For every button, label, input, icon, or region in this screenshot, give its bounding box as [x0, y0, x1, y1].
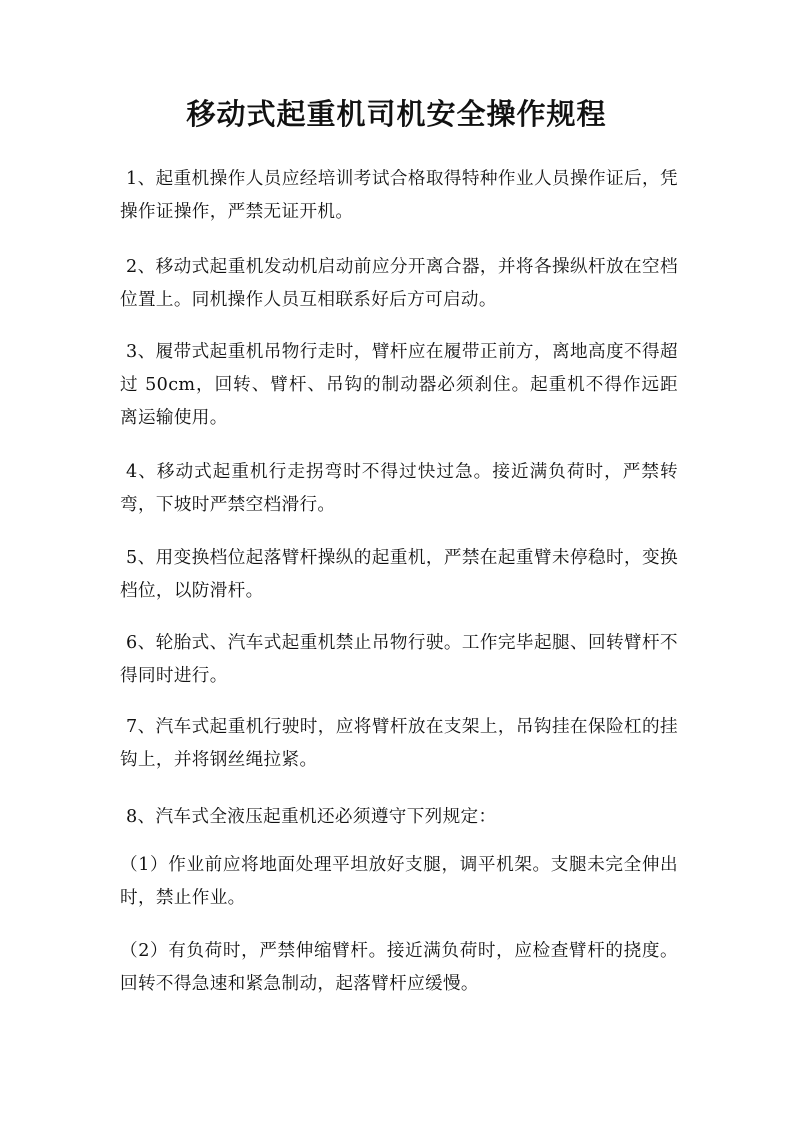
paragraph-1: 1、起重机操作人员应经培训考试合格取得特种作业人员操作证后，凭操作证操作，严禁无证开机。 [120, 169, 678, 222]
document-title: 移动式起重机司机安全操作规程 [186, 97, 607, 131]
paragraph-6: 6、轮胎式、汽车式起重机禁止吊物行驶。工作完毕起腿、回转臂杆不得同时进行。 [120, 633, 678, 686]
paragraph-8-item-2: （2）有负荷时，严禁伸缩臂杆。接近满负荷时，应检查臂杆的挠度。回转不得急速和紧急制动，起落臂杆应缓慢。 [120, 941, 678, 994]
paragraph-8: 8、汽车式全液压起重机还必须遵守下列规定： [126, 807, 497, 827]
paragraph-7: 7、汽车式起重机行驶时，应将臂杆放在支架上，吊钩挂在保险杠的挂钩上，并将钢丝绳拉紧。 [120, 717, 678, 770]
paragraph-3: 3、履带式起重机吊物行走时，臂杆应在履带正前方，离地高度不得超过 50cm，回转、臂杆、吊钩的制动器必须刹住。起重机不得作远距离运输使用。 [120, 342, 678, 428]
paragraph-4: 4、移动式起重机行走拐弯时不得过快过急。接近满负荷时，严禁转弯，下坡时严禁空档滑行。 [120, 462, 678, 515]
paragraph-5: 5、用变换档位起落臂杆操纵的起重机，严禁在起重臂未停稳时，变换档位，以防滑杆。 [120, 548, 678, 601]
paragraph-8-item-1: （1）作业前应将地面处理平坦放好支腿，调平机架。支腿未完全伸出时，禁止作业。 [120, 855, 678, 908]
paragraph-2: 2、移动式起重机发动机启动前应分开离合器，并将各操纵杆放在空档位置上。同机操作人员互相联系好后方可启动。 [120, 257, 678, 310]
